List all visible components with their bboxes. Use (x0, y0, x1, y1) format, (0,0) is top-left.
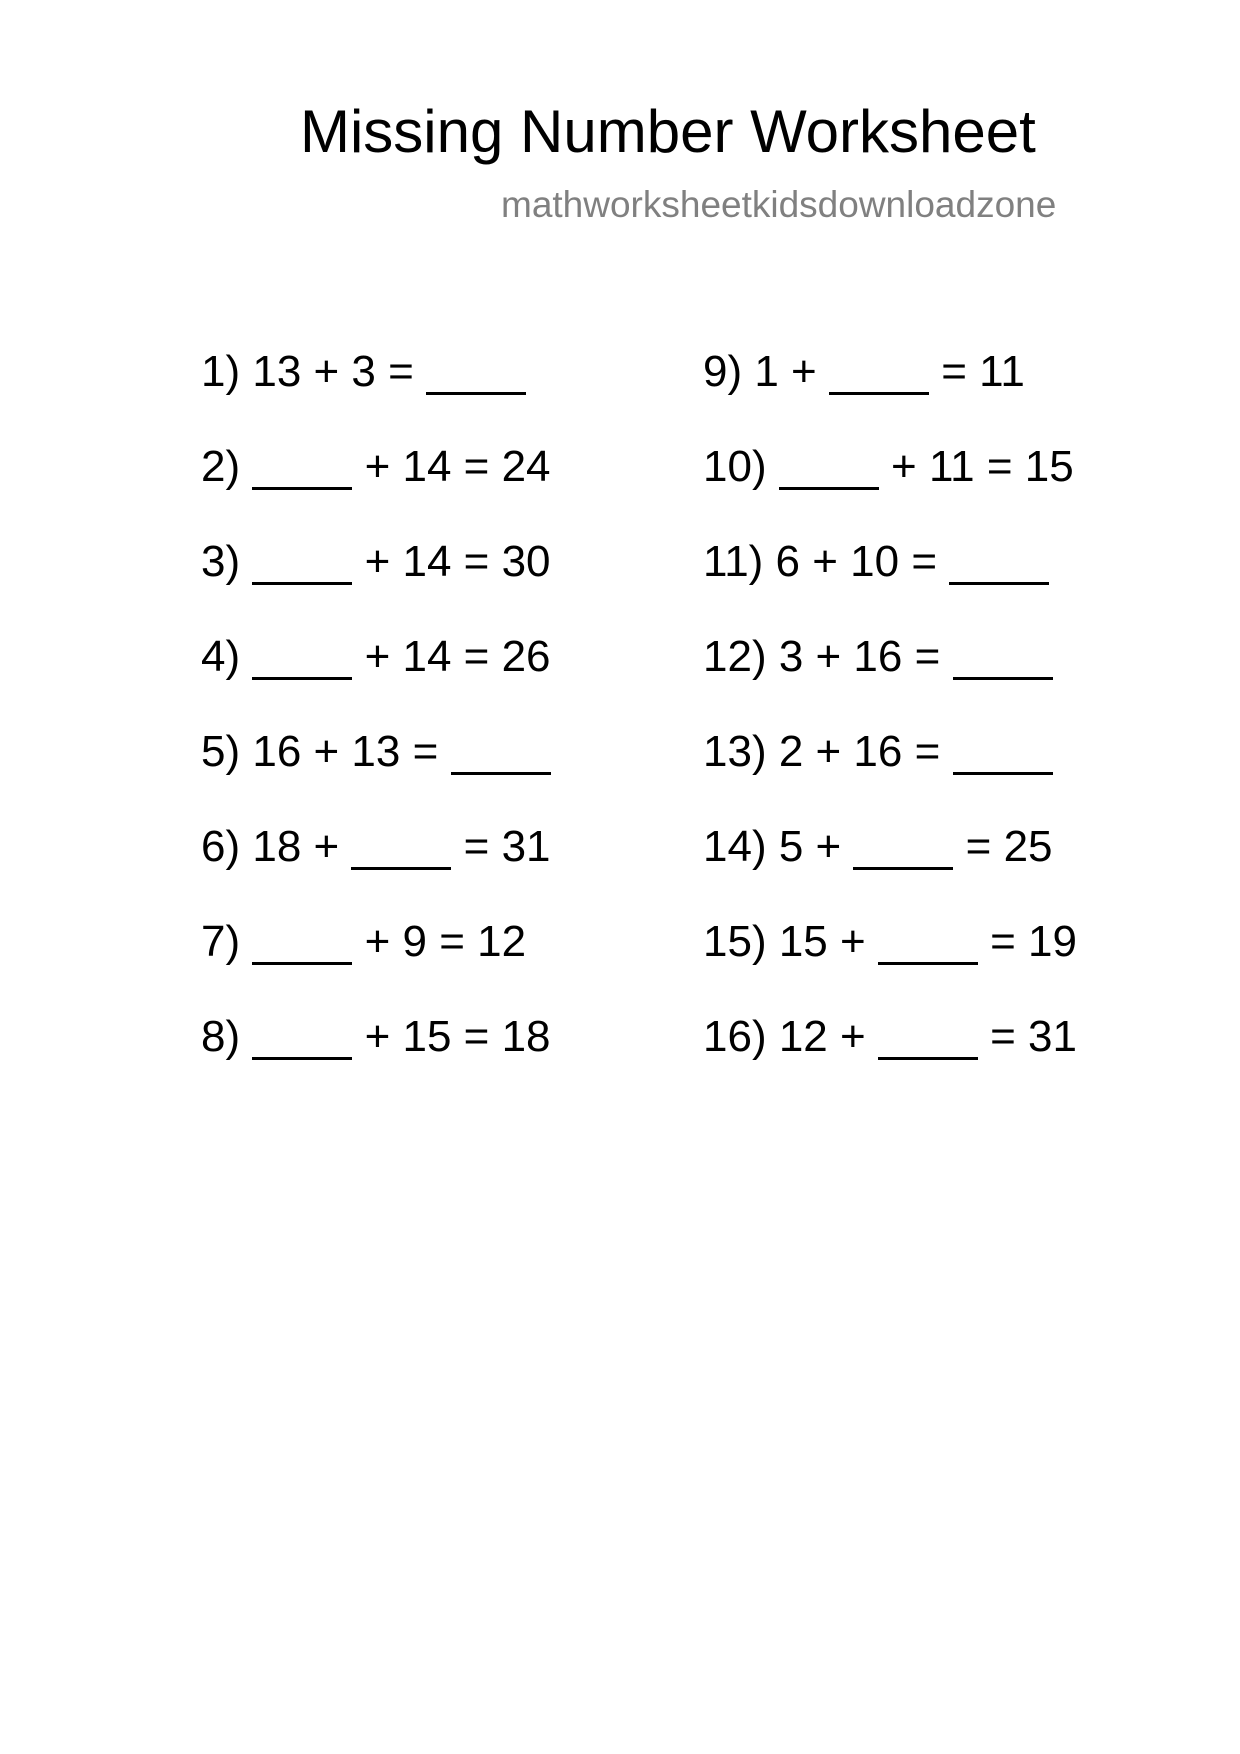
answer-blank[interactable] (451, 772, 551, 775)
answer-blank[interactable] (351, 867, 451, 870)
problem-text-after: = 19 (977, 917, 1077, 966)
answer-blank[interactable] (779, 487, 879, 490)
problem-item (703, 629, 1077, 724)
problem-item (201, 1009, 551, 1104)
answer-blank[interactable] (878, 962, 978, 965)
problem-text-before (767, 442, 779, 491)
problem-number: 11) (703, 537, 764, 586)
problem-text-after: + 14 = 26 (352, 632, 551, 681)
problem-text-before (240, 537, 252, 586)
answer-blank[interactable] (829, 392, 929, 395)
problem-text-before: 16 + 13 = (240, 727, 451, 776)
problem-item (201, 534, 551, 629)
answer-blank[interactable] (878, 1057, 978, 1060)
problem-item (703, 914, 1077, 1009)
problem-text-after: + 14 = 30 (352, 537, 551, 586)
problem-item (703, 1009, 1077, 1104)
problem-item (703, 819, 1077, 914)
problem-number: 12) (703, 632, 767, 681)
problem-item (703, 344, 1077, 439)
problem-text-after: = 31 (977, 1012, 1077, 1061)
problem-number: 10) (703, 442, 767, 491)
worksheet-title: Missing Number Worksheet (300, 98, 1036, 165)
problem-number: 6) (201, 822, 241, 871)
answer-blank[interactable] (252, 487, 352, 490)
problem-number: 5) (201, 727, 241, 776)
problem-text-before: 6 + 10 = (763, 537, 950, 586)
problem-number: 1) (201, 347, 241, 396)
problem-item (201, 914, 551, 1009)
problem-text-before (240, 442, 252, 491)
answer-blank[interactable] (252, 582, 352, 585)
problem-number: 3) (201, 537, 241, 586)
problem-item (703, 534, 1077, 629)
problem-text-after: = 11 (928, 347, 1025, 396)
problem-text-before: 12 + (766, 1012, 878, 1061)
problem-item (201, 819, 551, 914)
problem-number: 13) (703, 727, 767, 776)
problem-item (201, 629, 551, 724)
problem-text-after: = 25 (953, 822, 1053, 871)
answer-blank[interactable] (853, 867, 953, 870)
problem-item (703, 724, 1077, 819)
problem-text-before: 3 + 16 = (766, 632, 953, 681)
problem-number: 2) (201, 442, 241, 491)
problem-text-after: + 9 = 12 (352, 917, 527, 966)
problem-item (703, 439, 1077, 534)
worksheet-subtitle: mathworksheetkidsdownloadzone (501, 184, 1057, 225)
problem-text-before (240, 1012, 252, 1061)
problem-text-before: 15 + (766, 917, 878, 966)
problem-text-before: 1 + (742, 347, 829, 396)
problem-text-after: + 15 = 18 (352, 1012, 551, 1061)
problem-item (201, 724, 551, 819)
problem-number: 14) (703, 822, 767, 871)
answer-blank[interactable] (953, 772, 1053, 775)
problem-text-before (240, 632, 252, 681)
problem-number: 15) (703, 917, 767, 966)
answer-blank[interactable] (252, 962, 352, 965)
answer-blank[interactable] (949, 582, 1049, 585)
problem-number: 9) (703, 347, 743, 396)
answer-blank[interactable] (252, 1057, 352, 1060)
problem-number: 7) (201, 917, 241, 966)
problem-text-before: 5 + (766, 822, 854, 871)
problem-text-after: + 11 = 15 (878, 442, 1074, 491)
problems-column-right (703, 344, 1077, 1104)
answer-blank[interactable] (953, 677, 1053, 680)
problems-column-left (201, 344, 551, 1104)
answer-blank[interactable] (426, 392, 526, 395)
problem-item (201, 344, 551, 439)
problem-text-before: 18 + (240, 822, 352, 871)
problem-number: 8) (201, 1012, 241, 1061)
problem-text-after: + 14 = 24 (352, 442, 551, 491)
problem-text-before: 2 + 16 = (766, 727, 953, 776)
answer-blank[interactable] (252, 677, 352, 680)
problem-text-before (240, 917, 252, 966)
problem-number: 4) (201, 632, 241, 681)
problem-item (201, 439, 551, 534)
problem-number: 16) (703, 1012, 767, 1061)
problem-text-after: = 31 (451, 822, 551, 871)
problem-text-before: 13 + 3 = (240, 347, 427, 396)
